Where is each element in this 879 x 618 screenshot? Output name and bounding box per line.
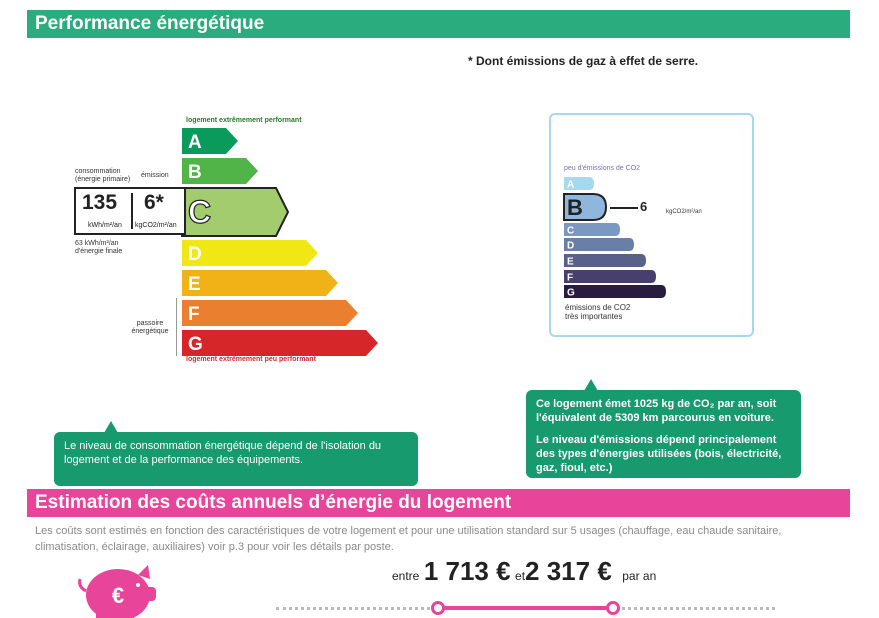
co2-letter-b: B [567, 195, 583, 220]
emission-label: émission [141, 172, 169, 179]
co2-bar-g [564, 285, 666, 298]
euro-symbol: € [111, 583, 125, 608]
energy-top-label: logement extrêmement performant [186, 117, 302, 124]
energy-letter-g: G [188, 334, 203, 355]
co2-letter-g: G [567, 287, 575, 299]
co2-value: 6 [640, 199, 648, 214]
final-energy: 63 kWh/m²/an d'énergie finale [75, 240, 123, 255]
energy-letter-a: A [188, 132, 202, 153]
energy-letter-c: C [188, 194, 212, 230]
energy-letter-e: E [188, 274, 201, 295]
co2-pointer-line [610, 207, 638, 209]
co2-top-label: peu d'émissions de CO2 [564, 165, 641, 172]
energy-letter-f: F [188, 304, 200, 325]
performance-header: Performance énergétique [27, 10, 850, 38]
co2-bottom-label: émissions de CO2 très importantes [565, 303, 631, 321]
energy-letter-b: B [188, 162, 202, 183]
consumption-unit: kWh/m²/an [88, 222, 122, 229]
co2-bar-e [564, 254, 646, 267]
co2-bar-d [564, 238, 634, 251]
energy-letter-d: D [188, 244, 202, 265]
co2-letter-f: F [567, 272, 574, 284]
callout-co2 [526, 390, 801, 478]
co2-bar-f [564, 270, 656, 283]
costs-description: Les coûts sont estimés en fonction des caractéristiques de votre logement et pour une utilisation standard sur 5 usages (chauffage, eau chaude sanitaire, climatisation, éclairage, auxiliaires) voir p.3 pour voir les détails par poste. [35, 525, 782, 553]
consumption-label: consommation (énergie primaire) [75, 168, 131, 183]
cost-low: 1 713 € [423, 556, 511, 586]
cost-range [392, 556, 656, 587]
consumption-value: 135 [82, 191, 118, 214]
range-track-right [615, 607, 775, 610]
range-track-left [276, 607, 436, 610]
passoire-label: passoire énergétique [131, 320, 169, 335]
range-knob-low [431, 601, 445, 615]
range-track-active [438, 606, 613, 610]
co2-letter-c: C [567, 225, 575, 237]
energy-bottom-label: logement extrêmement peu performant [186, 356, 316, 363]
co2-letter-a: A [567, 179, 575, 191]
co2-letter-d: D [567, 240, 575, 252]
callout-co2-line1: Ce logement émet 1025 kg de CO₂ par an, soit l'équivalent de 5309 km parcourus en voiture. [536, 398, 777, 424]
ghg-note: * Dont émissions de gaz à effet de serre. [468, 54, 699, 68]
emission-unit: kgCO2/m²/an [135, 222, 177, 229]
callout-energy: Le niveau de consommation énergétique dépend de l'isolation du logement et de la performance des équipements. [54, 432, 418, 486]
cost-and: et [515, 569, 526, 583]
cost-between: entre [392, 569, 420, 583]
costs-header: Estimation des coûts annuels d’énergie du logement [27, 489, 850, 517]
co2-letter-e: E [567, 256, 574, 268]
range-knob-high [606, 601, 620, 615]
cost-high: 2 317 € [525, 556, 612, 586]
emission-value: 6* [144, 191, 164, 214]
piggy-bank-icon [78, 563, 168, 618]
callout-co2-line2: Le niveau d'émissions dépend principalement des types d'énergies utilisées (bois, électricité, gaz, fioul, etc.) [536, 434, 782, 474]
cost-per-year: par an [622, 569, 657, 583]
co2-unit: kgCO2/m²/an [666, 209, 702, 215]
